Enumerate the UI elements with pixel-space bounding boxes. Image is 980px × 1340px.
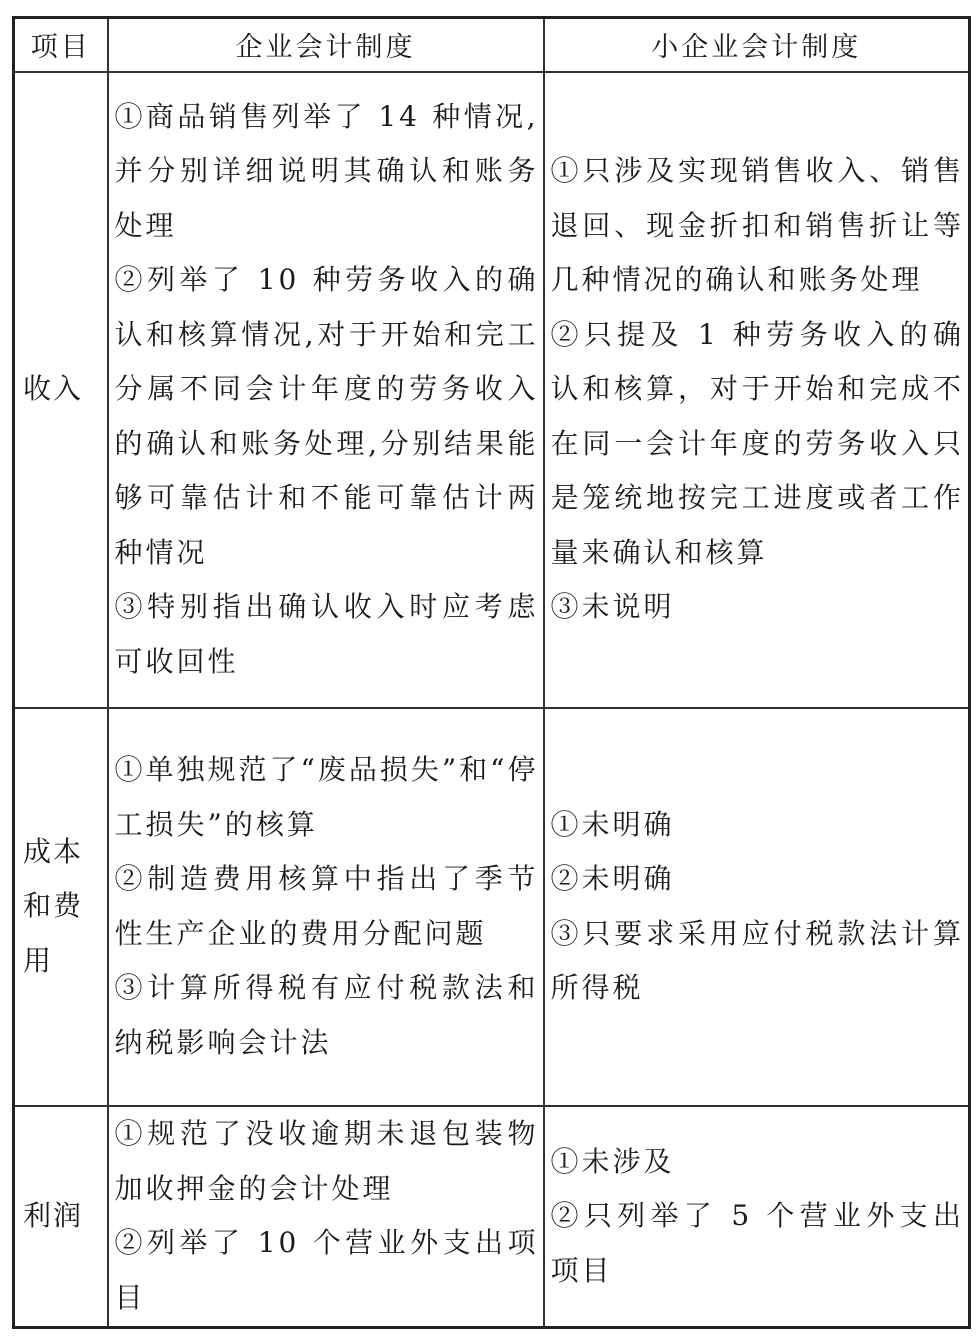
category-label: 收入 — [23, 372, 84, 406]
enterprise-cell — [108, 72, 544, 708]
small-enterprise-cell — [544, 72, 970, 708]
category-cell — [14, 1106, 108, 1328]
category-label: 利润 — [23, 1199, 84, 1232]
header-small-enterprise: 小企业会计制度 — [544, 18, 970, 72]
list-item: ①只涉及实现销售收入、销售退回、现金折扣和销售折让等几种情况的确认和账务处理 — [550, 154, 964, 297]
table-row-cost — [14, 708, 970, 1106]
list-item: ③特别指出确认收入时应考虑可收回性 — [114, 590, 539, 678]
table-row-income — [14, 72, 970, 708]
list-item: ②未明确 — [550, 862, 675, 895]
list-item: ②列举了 10 个营业外支出项目 — [114, 1226, 539, 1314]
category-cell — [14, 708, 108, 1106]
list-item: ③未说明 — [550, 590, 675, 624]
list-item: ②列举了 10 种劳务收入的确认和核算情况,对于开始和完工分属不同会计年度的劳务收入的确认和账务处理,分别结果能够可靠估计和不能可靠估计两种情况 — [114, 263, 539, 569]
list-item: ②只列举了 5 个营业外支出项目 — [550, 1199, 964, 1287]
category-cell — [14, 72, 108, 708]
table-row-profit — [14, 1106, 970, 1328]
list-item: ①商品销售列举了 14 种情况,并分别详细说明其确认和账务处理 — [114, 99, 539, 242]
list-item: ②只提及 1 种劳务收入的确认和核算，对于开始和完成不在同一会计年度的劳务收入只是笼统地按完工进度或者工作量来确认和核算 — [550, 317, 964, 569]
header-item: 项目 — [14, 18, 108, 72]
header-enterprise: 企业会计制度 — [108, 18, 544, 72]
list-item: ①未涉及 — [550, 1144, 675, 1178]
list-item: ③只要求采用应付税款法计算所得税 — [550, 916, 964, 1004]
small-enterprise-cell — [544, 708, 970, 1106]
list-item: ②制造费用核算中指出了季节性生产企业的费用分配问题 — [114, 862, 539, 950]
list-item: ①未明确 — [550, 807, 675, 841]
header-row — [14, 18, 970, 72]
small-enterprise-cell — [544, 1106, 970, 1328]
enterprise-cell — [108, 1106, 544, 1328]
category-label: 成本和费用 — [23, 834, 84, 977]
list-item: ③计算所得税有应付税款法和纳税影响会计法 — [114, 971, 539, 1059]
list-item: ①规范了没收逾期未退包装物加收押金的会计处理 — [114, 1117, 539, 1205]
enterprise-cell — [108, 708, 544, 1106]
list-item: ①单独规范了“废品损失”和“停工损失”的核算 — [114, 753, 539, 841]
comparison-table — [12, 16, 971, 1329]
